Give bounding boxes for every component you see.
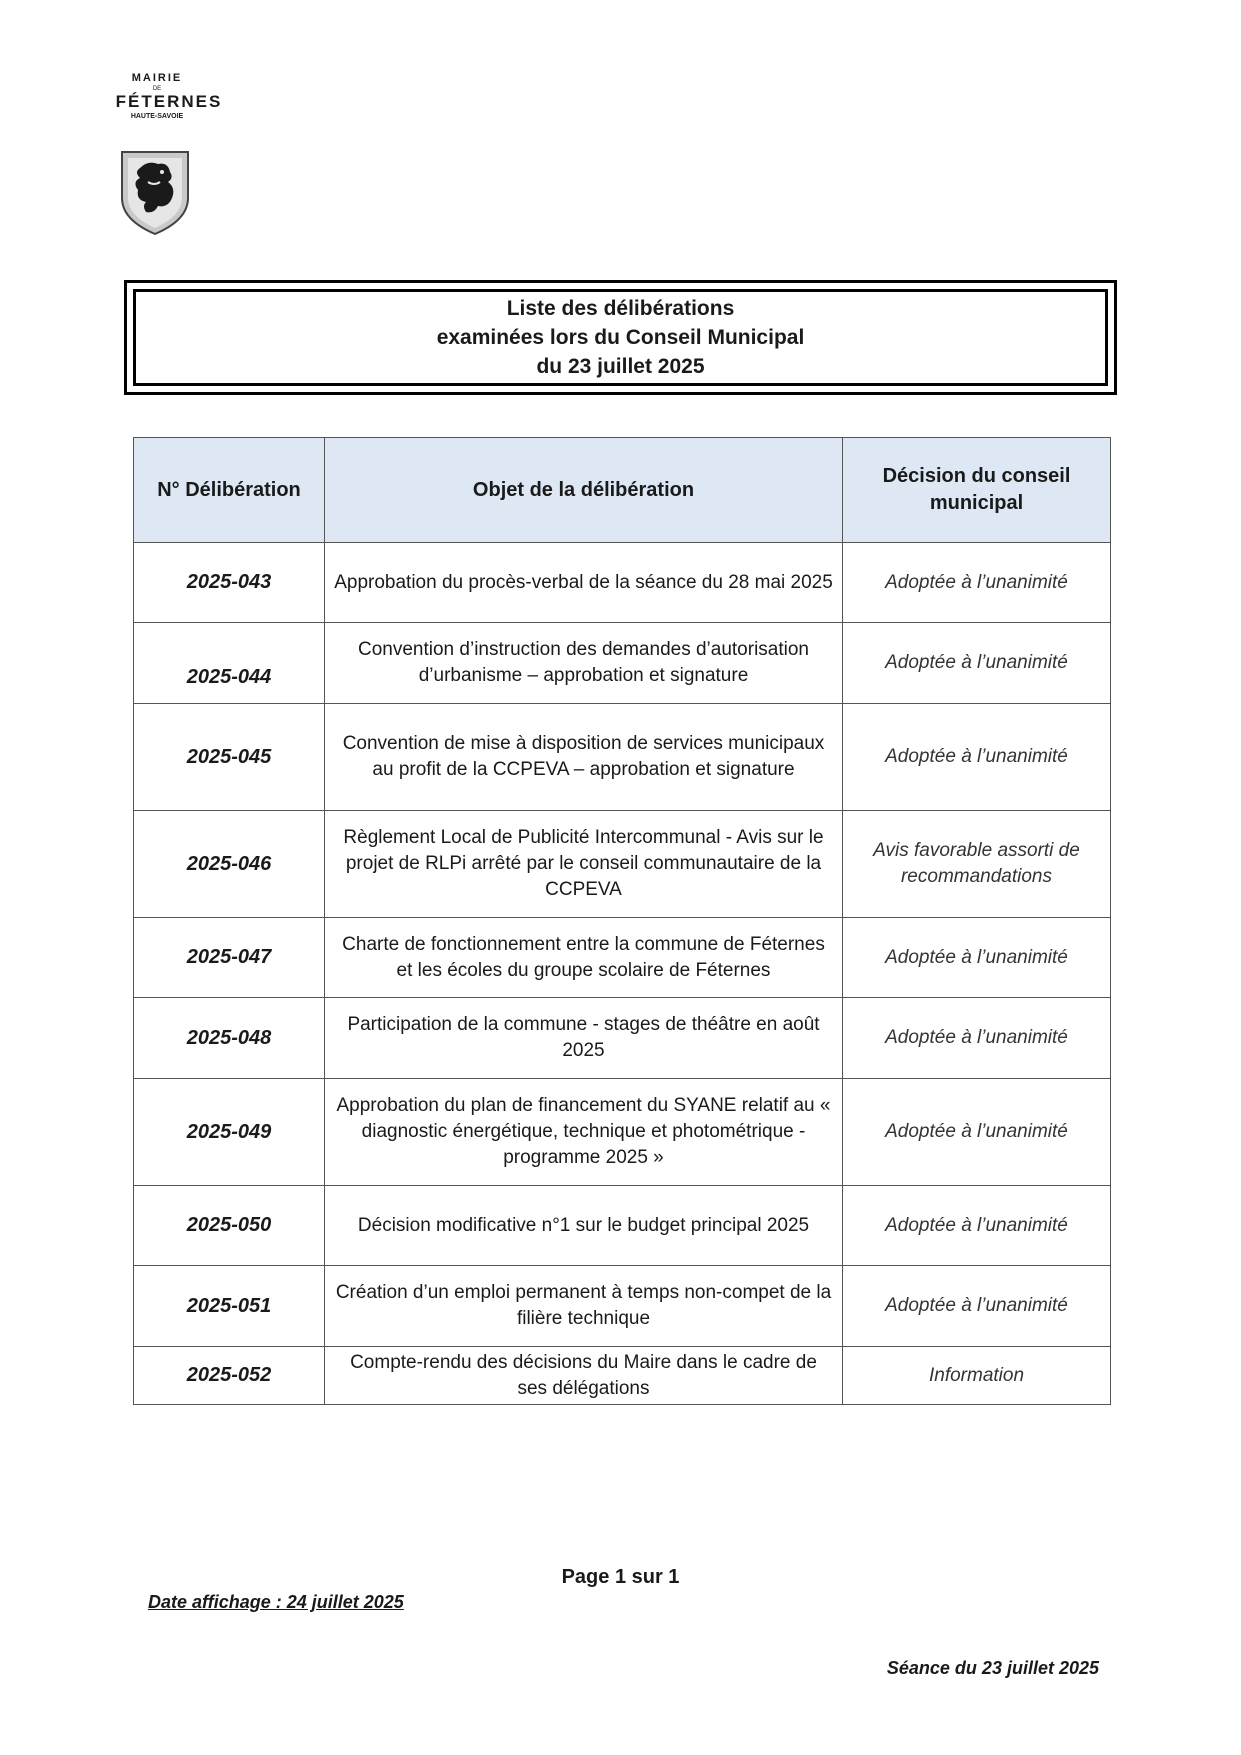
deliberation-number: 2025-045	[134, 704, 325, 811]
header-objet: Objet de la délibération	[325, 438, 843, 543]
deliberation-number: 2025-047	[134, 918, 325, 998]
deliberation-number: 2025-043	[134, 543, 325, 623]
date-affichage: Date affichage : 24 juillet 2025	[148, 1592, 404, 1612]
seance-date: Séance du 23 juillet 2025	[886, 1658, 1099, 1678]
deliberation-object: Charte de fonctionnement entre la commune de Féternes et les écoles du groupe scolaire de Féternes	[325, 918, 843, 998]
deliberation-decision: Information	[843, 1347, 1111, 1405]
deliberation-object: Convention de mise à disposition de services municipaux au profit de la CCPEVA – approbation et signature	[325, 704, 843, 811]
lion-crest-icon	[118, 148, 192, 236]
table-row	[134, 918, 1111, 998]
table-row	[134, 1186, 1111, 1266]
deliberation-number: 2025-048	[134, 998, 325, 1079]
header-numero: N° Délibération	[134, 438, 325, 543]
title-box	[124, 280, 1117, 395]
logo-de: DE	[152, 86, 162, 92]
deliberation-object: Participation de la commune - stages de théâtre en août 2025	[325, 998, 843, 1079]
table-row	[134, 1079, 1111, 1186]
deliberation-object: Approbation du procès-verbal de la séance du 28 mai 2025	[325, 543, 843, 623]
mairie-logo	[80, 72, 240, 120]
deliberation-decision: Adoptée à l’unanimité	[843, 918, 1111, 998]
deliberation-object: Approbation du plan de financement du SYANE relatif au « diagnostic énergétique, technique et photométrique - programme 2025 »	[325, 1079, 843, 1186]
logo-commune: FÉTERNES	[115, 92, 223, 111]
table-row	[134, 1347, 1111, 1405]
page-number: Page 1 sur 1	[561, 1566, 680, 1588]
header-decision: Décision du conseil municipal	[843, 438, 1111, 543]
title-line-1: Liste des délibérations	[506, 297, 735, 320]
table-row	[134, 1266, 1111, 1347]
table-row	[134, 623, 1111, 704]
title-line-2: examinées lors du Conseil Municipal	[436, 326, 805, 349]
table-row	[134, 704, 1111, 811]
deliberation-number: 2025-051	[134, 1266, 325, 1347]
deliberation-number: 2025-044	[134, 623, 325, 704]
logo-departement: HAUTE-SAVOIE	[130, 113, 184, 120]
deliberation-decision: Adoptée à l’unanimité	[843, 704, 1111, 811]
table-row	[134, 811, 1111, 918]
deliberation-decision: Adoptée à l’unanimité	[843, 543, 1111, 623]
deliberation-decision: Adoptée à l’unanimité	[843, 1186, 1111, 1266]
deliberation-decision: Adoptée à l’unanimité	[843, 623, 1111, 704]
table-header-row	[134, 438, 1111, 543]
title-inner	[133, 289, 1108, 386]
deliberation-decision: Adoptée à l’unanimité	[843, 998, 1111, 1079]
table-row	[134, 543, 1111, 623]
deliberation-number: 2025-049	[134, 1079, 325, 1186]
deliberation-decision: Adoptée à l’unanimité	[843, 1079, 1111, 1186]
deliberation-number: 2025-050	[134, 1186, 325, 1266]
deliberation-object: Décision modificative n°1 sur le budget principal 2025	[325, 1186, 843, 1266]
deliberations-table	[133, 437, 1111, 1405]
deliberation-object: Convention d’instruction des demandes d’autorisation d’urbanisme – approbation et signature	[325, 623, 843, 704]
deliberation-object: Création d’un emploi permanent à temps non-compet de la filière technique	[325, 1266, 843, 1347]
table-row	[134, 998, 1111, 1079]
deliberation-object: Compte-rendu des décisions du Maire dans le cadre de ses délégations	[325, 1347, 843, 1405]
deliberation-number: 2025-046	[134, 811, 325, 918]
deliberation-object: Règlement Local de Publicité Intercommunal - Avis sur le projet de RLPi arrêté par le conseil communautaire de la CCPEVA	[325, 811, 843, 918]
deliberation-number: 2025-052	[134, 1347, 325, 1405]
title-line-3: du 23 juillet 2025	[536, 355, 705, 378]
deliberation-decision: Avis favorable assorti de recommandations	[843, 811, 1111, 918]
logo-mairie: MAIRIE	[131, 72, 183, 84]
deliberation-decision: Adoptée à l’unanimité	[843, 1266, 1111, 1347]
